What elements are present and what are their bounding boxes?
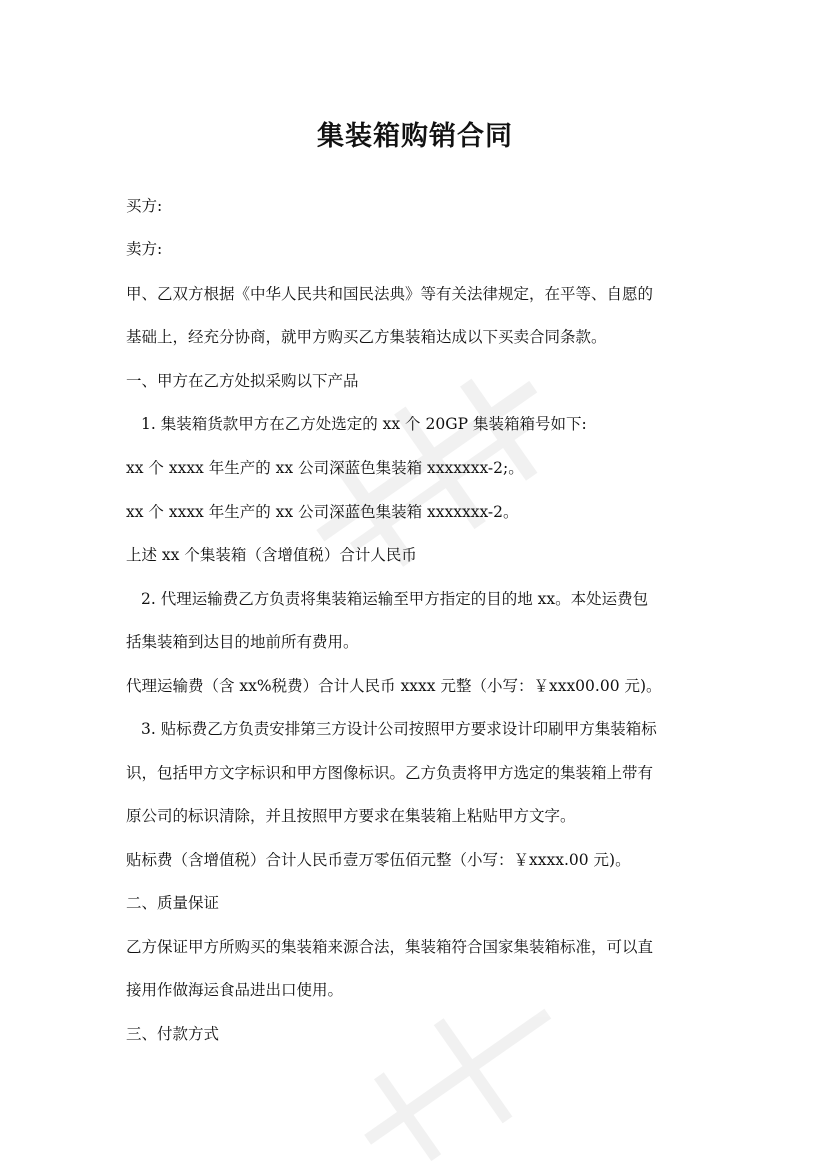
paragraph-line: 识，包括甲方文字标识和甲方图像标识。乙方负责将甲方选定的集装箱上带有 [126, 764, 654, 782]
paragraph-line: 贴标费（含增值税）合计人民币壹万零伍佰元整（小写：￥xxxx.00 元)。 [126, 851, 631, 869]
buyer-line: 买方: [126, 197, 163, 215]
paragraph-line: 代理运输费（含 xx%税费）合计人民币 xxxx 元整（小写：￥xxx00.00 元)。 [126, 677, 662, 695]
paragraph-line: 接用作做海运食品进出口使用。 [126, 981, 344, 999]
section-heading: 三、付款方式 [126, 1025, 220, 1043]
paragraph-line: 甲、乙双方根据《中华人民共和国民法典》等有关法律规定，在平等、自愿的 [126, 285, 654, 303]
seller-line: 卖方: [126, 240, 163, 258]
paragraph-line: 上述 xx 个集装箱（含增值税）合计人民币 [126, 546, 417, 564]
watermark-bottom-icon [330, 980, 590, 1174]
section-heading: 一、甲方在乙方处拟采购以下产品 [126, 372, 359, 390]
list-item: 3. 贴标费乙方负责安排第三方设计公司按照甲方要求设计印刷甲方集装箱标 [141, 720, 657, 738]
document-title: 集装箱购销合同 [317, 121, 513, 152]
paragraph-line: 括集装箱到达目的地前所有费用。 [126, 633, 359, 651]
paragraph-line: xx 个 xxxx 年生产的 xx 公司深蓝色集装箱 xxxxxxx-2;。 [126, 459, 524, 477]
paragraph-line: 乙方保证甲方所购买的集装箱来源合法，集装箱符合国家集装箱标准，可以直 [126, 938, 654, 956]
list-item: 1. 集装箱货款甲方在乙方处选定的 xx 个 20GP 集装箱箱号如下: [141, 415, 587, 433]
paragraph-line: xx 个 xxxx 年生产的 xx 公司深蓝色集装箱 xxxxxxx-2。 [126, 503, 519, 521]
paragraph-line: 基础上，经充分协商，就甲方购买乙方集装箱达成以下买卖合同条款。 [126, 328, 607, 346]
paragraph-line: 原公司的标识清除，并且按照甲方要求在集装箱上粘贴甲方文字。 [126, 807, 576, 825]
section-heading: 二、质量保证 [126, 894, 220, 912]
list-item: 2. 代理运输费乙方负责将集装箱运输至甲方指定的目的地 xx。本处运费包 [141, 590, 649, 608]
